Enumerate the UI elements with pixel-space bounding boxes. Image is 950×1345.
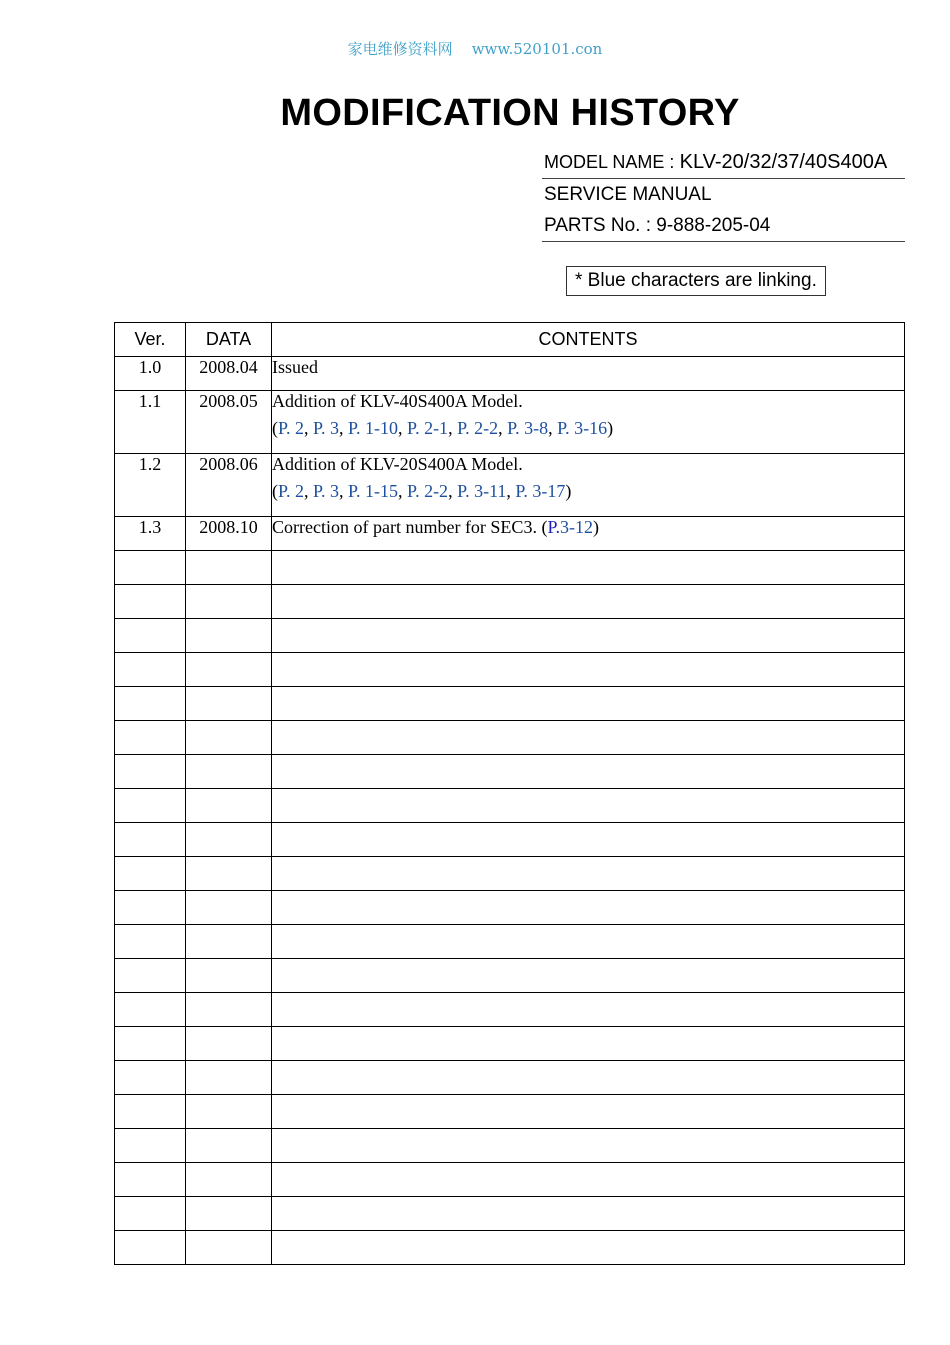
empty-cell <box>115 755 186 789</box>
modification-table <box>114 322 905 1265</box>
empty-cell <box>186 619 272 653</box>
row-contents: Issued <box>272 357 905 391</box>
row-ver: 1.2 <box>115 454 186 517</box>
parts-number-row <box>542 210 905 242</box>
empty-cell <box>186 823 272 857</box>
row-date: 2008.10 <box>186 517 272 551</box>
row-ver: 1.1 <box>115 391 186 454</box>
empty-cell <box>115 925 186 959</box>
empty-cell <box>272 1095 905 1129</box>
row-contents <box>272 454 905 517</box>
empty-cell <box>272 823 905 857</box>
page-link[interactable]: P. 3-8 <box>507 418 549 438</box>
linking-note: * Blue characters are linking. <box>566 266 826 296</box>
row-contents-text: Addition of KLV-40S400A Model. <box>272 391 523 411</box>
table-row <box>115 357 905 391</box>
empty-cell <box>272 755 905 789</box>
empty-table-row <box>115 1027 905 1061</box>
empty-cell <box>115 619 186 653</box>
table-row <box>115 517 905 551</box>
empty-cell <box>115 891 186 925</box>
empty-cell <box>115 959 186 993</box>
empty-cell <box>186 891 272 925</box>
empty-table-row <box>115 755 905 789</box>
empty-cell <box>272 1061 905 1095</box>
empty-cell <box>272 993 905 1027</box>
empty-cell <box>186 789 272 823</box>
table-row <box>115 391 905 454</box>
empty-cell <box>115 823 186 857</box>
page-links: (P. 2, P. 3, P. 1-15, P. 2-2, P. 3-11, P. 3-17) <box>272 481 572 501</box>
empty-table-row <box>115 925 905 959</box>
service-manual-label: SERVICE MANUAL <box>544 184 712 205</box>
page-title: MODIFICATION HISTORY <box>280 92 740 134</box>
page-links: (P. 2, P. 3, P. 1-10, P. 2-1, P. 2-2, P. 3-8, P. 3-16) <box>272 418 614 438</box>
model-name-value: KLV-20/32/37/40S400A <box>679 151 888 173</box>
watermark-url: www.520101.con <box>471 40 603 58</box>
empty-cell <box>115 1163 186 1197</box>
empty-cell <box>115 857 186 891</box>
empty-cell <box>272 551 905 585</box>
empty-table-row <box>115 1197 905 1231</box>
page-link[interactable]: P. 1-15 <box>348 481 399 501</box>
empty-cell <box>186 653 272 687</box>
empty-cell <box>272 857 905 891</box>
empty-table-row <box>115 1061 905 1095</box>
empty-cell <box>186 1163 272 1197</box>
row-contents-text: Correction of part number for SEC3. <box>272 517 537 537</box>
empty-table-row <box>115 959 905 993</box>
page-link[interactable]: P. 2-1 <box>407 418 449 438</box>
empty-cell <box>272 653 905 687</box>
page-link[interactable]: P. 1-10 <box>348 418 399 438</box>
page-link[interactable]: P. 3-11 <box>457 481 507 501</box>
empty-cell <box>186 1027 272 1061</box>
empty-cell <box>186 687 272 721</box>
empty-cell <box>272 959 905 993</box>
empty-table-row <box>115 619 905 653</box>
row-ver: 1.0 <box>115 357 186 391</box>
empty-cell <box>186 993 272 1027</box>
header-ver: Ver. <box>115 323 186 357</box>
page-link[interactable]: P. 2-2 <box>407 481 449 501</box>
table-header-row <box>115 323 905 357</box>
model-name-row <box>542 147 905 179</box>
empty-cell <box>186 857 272 891</box>
watermark-site-name: 家电维修资料网 <box>347 40 453 58</box>
empty-cell <box>186 959 272 993</box>
page-link[interactable]: P. 3-16 <box>557 418 608 438</box>
empty-cell <box>115 1061 186 1095</box>
empty-cell <box>272 925 905 959</box>
empty-table-row <box>115 789 905 823</box>
empty-cell <box>272 619 905 653</box>
empty-table-row <box>115 1231 905 1265</box>
empty-cell <box>272 789 905 823</box>
page-link[interactable] <box>547 517 593 537</box>
empty-cell <box>115 1027 186 1061</box>
empty-cell <box>115 585 186 619</box>
row-ver: 1.3 <box>115 517 186 551</box>
empty-cell <box>272 1197 905 1231</box>
empty-table-row <box>115 1163 905 1197</box>
page-link[interactable]: P. 2-2 <box>457 418 499 438</box>
empty-cell <box>115 721 186 755</box>
empty-cell <box>272 721 905 755</box>
empty-cell <box>115 1129 186 1163</box>
empty-cell <box>186 585 272 619</box>
empty-table-row <box>115 585 905 619</box>
empty-cell <box>272 1129 905 1163</box>
parts-number-label: PARTS No. : <box>544 215 651 236</box>
watermark <box>0 38 950 59</box>
empty-cell <box>272 1027 905 1061</box>
empty-table-row <box>115 721 905 755</box>
empty-table-row <box>115 1095 905 1129</box>
row-date: 2008.04 <box>186 357 272 391</box>
page-link-number: 3-12 <box>559 517 593 537</box>
page-link[interactable]: P. 3 <box>313 418 340 438</box>
empty-table-row <box>115 687 905 721</box>
empty-table-row <box>115 823 905 857</box>
empty-cell <box>186 1231 272 1265</box>
row-contents-text: Addition of KLV-20S400A Model. <box>272 454 523 474</box>
service-manual-row <box>542 179 905 210</box>
page-link-prefix: P. <box>547 517 560 537</box>
parts-number-value: 9-888-205-04 <box>656 215 771 236</box>
empty-cell <box>272 1163 905 1197</box>
empty-table-row <box>115 857 905 891</box>
page-link[interactable]: P. 3 <box>313 481 340 501</box>
page-link[interactable]: P. 2 <box>278 481 305 501</box>
empty-cell <box>186 1129 272 1163</box>
page-link[interactable]: P. 3-17 <box>515 481 566 501</box>
empty-cell <box>115 551 186 585</box>
row-date: 2008.06 <box>186 454 272 517</box>
model-name-label: MODEL NAME : <box>544 152 675 172</box>
row-contents: Correction of part number for SEC3. (P.3-12) <box>272 517 905 551</box>
empty-table-row <box>115 1129 905 1163</box>
empty-cell <box>115 1231 186 1265</box>
empty-table-row <box>115 993 905 1027</box>
empty-cell <box>115 653 186 687</box>
empty-cell <box>115 789 186 823</box>
empty-cell <box>115 1197 186 1231</box>
empty-cell <box>186 1197 272 1231</box>
table-row <box>115 454 905 517</box>
header-data: DATA <box>186 323 272 357</box>
empty-cell <box>272 687 905 721</box>
empty-cell <box>115 1095 186 1129</box>
empty-cell <box>186 755 272 789</box>
row-date: 2008.05 <box>186 391 272 454</box>
empty-cell <box>272 585 905 619</box>
empty-cell <box>115 993 186 1027</box>
empty-cell <box>186 925 272 959</box>
empty-cell <box>186 551 272 585</box>
empty-cell <box>272 1231 905 1265</box>
manual-info <box>542 147 905 242</box>
empty-cell <box>186 721 272 755</box>
empty-cell <box>186 1061 272 1095</box>
empty-cell <box>115 687 186 721</box>
empty-table-row <box>115 551 905 585</box>
row-contents <box>272 391 905 454</box>
empty-cell <box>272 891 905 925</box>
empty-table-row <box>115 891 905 925</box>
empty-cell <box>186 1095 272 1129</box>
page-link[interactable]: P. 2 <box>278 418 305 438</box>
empty-table-row <box>115 653 905 687</box>
header-contents: CONTENTS <box>272 323 905 357</box>
